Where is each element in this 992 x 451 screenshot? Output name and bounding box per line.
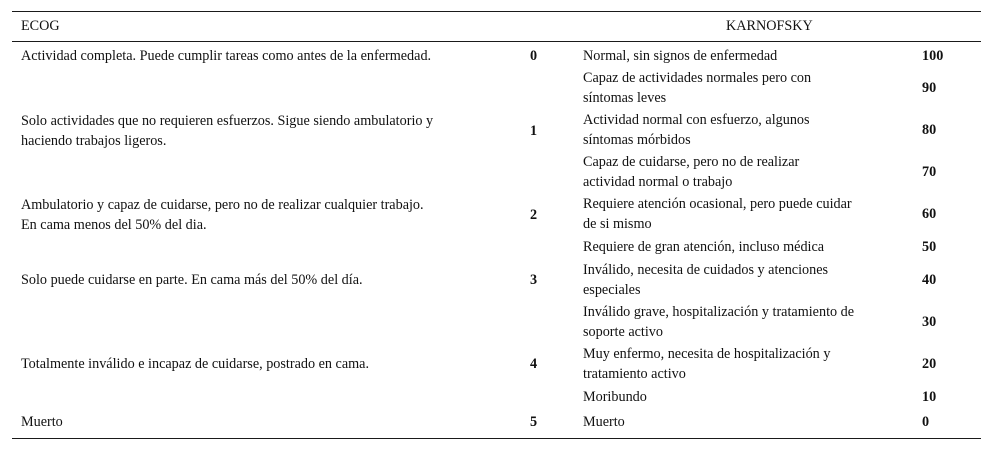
karnofsky-score: 100 bbox=[922, 48, 944, 64]
karnofsky-description-line: Inválido, necesita de cuidados y atenciones bbox=[583, 262, 829, 278]
karnofsky-description-line: Muy enfermo, necesita de hospitalización y bbox=[583, 346, 831, 362]
ecog-description-line: Ambulatorio y capaz de cuidarse, pero no de realizar cualquier trabajo. bbox=[21, 197, 424, 213]
karnofsky-description-line: Muerto bbox=[583, 414, 625, 430]
karnofsky-description-line: Inválido grave, hospitalización y tratamiento de bbox=[583, 304, 855, 320]
ecog-description bbox=[21, 111, 433, 151]
karnofsky-score: 50 bbox=[922, 239, 937, 255]
karnofsky-description bbox=[583, 302, 854, 342]
ecog-description-line: En cama menos del 50% del dia. bbox=[21, 217, 207, 233]
karnofsky-score: 0 bbox=[922, 414, 930, 430]
ecog-description-line: Actividad completa. Puede cumplir tareas como antes de la enfermedad. bbox=[21, 48, 432, 64]
karnofsky-description-line: Requiere de gran atención, incluso médica bbox=[583, 239, 825, 255]
table-bottom-rule bbox=[12, 438, 981, 439]
ecog-description-line: haciendo trabajos ligeros. bbox=[21, 133, 167, 149]
karnofsky-description-line: Normal, sin signos de enfermedad bbox=[583, 48, 778, 64]
karnofsky-score: 80 bbox=[922, 122, 937, 138]
karnofsky-description bbox=[583, 68, 811, 108]
ecog-grade: 4 bbox=[530, 356, 538, 372]
karnofsky-description-line: especiales bbox=[583, 282, 641, 298]
header-ecog: ECOG bbox=[21, 18, 60, 34]
header-karnofsky: KARNOFSKY bbox=[726, 18, 813, 34]
karnofsky-description-line: Requiere atención ocasional, pero puede cuidar bbox=[583, 196, 852, 212]
karnofsky-score: 40 bbox=[922, 272, 937, 288]
karnofsky-description-line: Capaz de cuidarse, pero no de realizar bbox=[583, 154, 800, 170]
karnofsky-description-line: síntomas mórbidos bbox=[583, 132, 691, 148]
karnofsky-score: 20 bbox=[922, 356, 937, 372]
ecog-description-line: Muerto bbox=[21, 414, 63, 430]
ecog-description bbox=[21, 412, 63, 432]
ecog-grade: 5 bbox=[530, 414, 538, 430]
ecog-grade: 2 bbox=[530, 207, 538, 223]
karnofsky-description bbox=[583, 387, 647, 407]
ecog-description-line: Solo puede cuidarse en parte. En cama más del 50% del día. bbox=[21, 272, 363, 288]
karnofsky-description bbox=[583, 110, 810, 150]
karnofsky-description-line: Capaz de actividades normales pero con bbox=[583, 70, 812, 86]
karnofsky-description-line: Actividad normal con esfuerzo, algunos bbox=[583, 112, 810, 128]
karnofsky-score: 30 bbox=[922, 314, 937, 330]
karnofsky-description bbox=[583, 152, 799, 192]
karnofsky-description-line: de si mismo bbox=[583, 216, 652, 232]
karnofsky-description bbox=[583, 260, 828, 300]
ecog-description bbox=[21, 195, 424, 235]
karnofsky-description-line: soporte activo bbox=[583, 324, 663, 340]
ecog-grade: 0 bbox=[530, 48, 538, 64]
karnofsky-description-line: Moribundo bbox=[583, 389, 647, 405]
ecog-description bbox=[21, 46, 431, 66]
karnofsky-score: 10 bbox=[922, 389, 937, 405]
header-rule bbox=[12, 41, 981, 42]
karnofsky-score: 90 bbox=[922, 80, 937, 96]
ecog-description bbox=[21, 270, 363, 290]
karnofsky-description bbox=[583, 194, 852, 234]
table-top-rule bbox=[12, 11, 981, 12]
karnofsky-description-line: actividad normal o trabajo bbox=[583, 174, 733, 190]
karnofsky-description bbox=[583, 412, 625, 432]
karnofsky-score: 60 bbox=[922, 206, 937, 222]
karnofsky-description bbox=[583, 46, 777, 66]
ecog-grade: 3 bbox=[530, 272, 538, 288]
karnofsky-description bbox=[583, 344, 830, 384]
ecog-description-line: Solo actividades que no requieren esfuerzos. Sigue siendo ambulatorio y bbox=[21, 113, 434, 129]
karnofsky-description-line: síntomas leves bbox=[583, 90, 667, 106]
karnofsky-score: 70 bbox=[922, 164, 937, 180]
ecog-description-line: Totalmente inválido e incapaz de cuidarse, postrado en cama. bbox=[21, 356, 370, 372]
ecog-grade: 1 bbox=[530, 123, 538, 139]
karnofsky-description-line: tratamiento activo bbox=[583, 366, 686, 382]
ecog-description bbox=[21, 354, 369, 374]
karnofsky-description bbox=[583, 237, 824, 257]
